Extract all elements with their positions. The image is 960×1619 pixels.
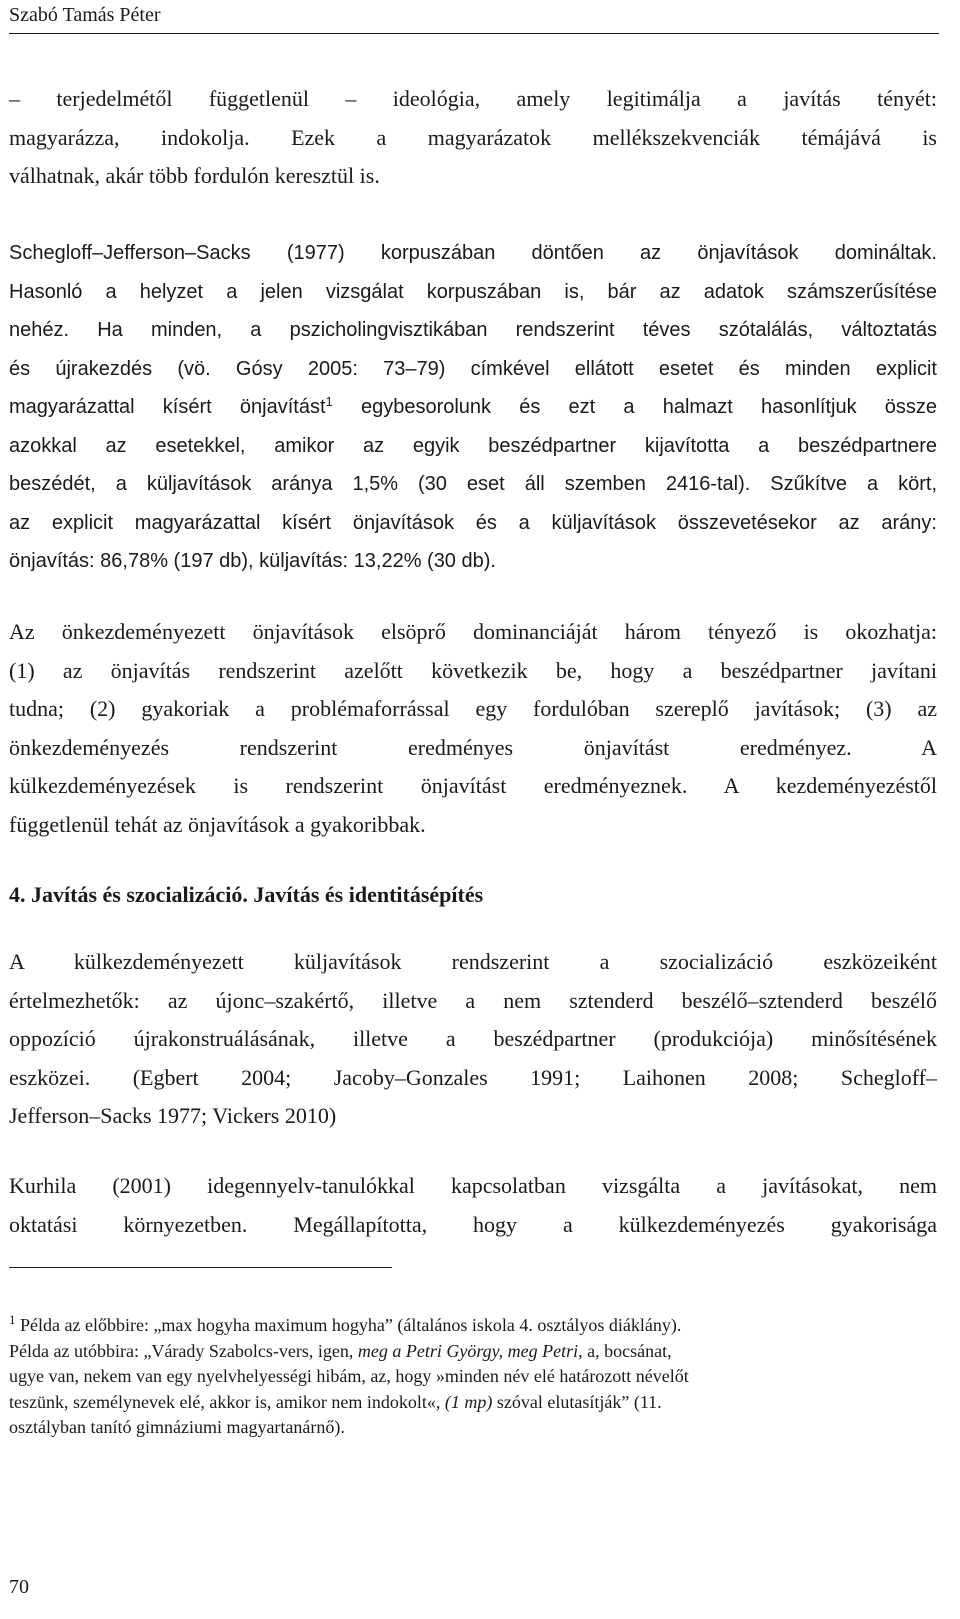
paragraph-4-line-3: oppozíció újrakonstruálásának, illetve a beszédpartner (produkciója) minősítésének: [9, 1026, 937, 1051]
paragraph-2-line-1: Schegloff–Jefferson–Sacks (1977) korpuszában döntően az önjavítások domináltak.: [9, 242, 937, 264]
paragraph-2-line-5-a: magyarázattal kísért önjavítást: [9, 396, 326, 418]
paragraph-3-line-1: Az önkezdeményezett önjavítások elsöprő dominanciáját három tényező is okozhatja:: [9, 619, 937, 644]
footnote-line-4-italic: (1 mp): [444, 1391, 493, 1412]
paragraph-5-line-2: oktatási környezetben. Megállapította, hogy a külkezdeményezés gyakorisága: [9, 1211, 937, 1237]
footnote-line-4-b: szóval elutasítják” (11.: [496, 1391, 662, 1412]
paragraph-2-line-3: nehéz. Ha minden, a pszicholingvisztikában rendszerint téves szótalálás, változtatás: [9, 319, 937, 341]
paragraph-3-line-4: önkezdeményezés rendszerint eredményes önjavítást eredményez. A: [9, 734, 937, 760]
paragraph-1-line-3: válhatnak, akár több fordulón keresztül is.: [9, 163, 380, 188]
paragraph-3-line-3: tudna; (2) gyakoriak a problémaforrással egy fordulóban szereplő javítások; (3) az: [9, 696, 937, 721]
paragraph-3: [9, 613, 937, 844]
section-heading: 4. Javítás és szocializáció. Javítás és identitásépítés: [9, 882, 484, 907]
paragraph-2-line-7: beszédét, a küljavítások aránya 1,5% (30 eset áll szemben 2416-tal). Szűkítve a kört,: [9, 473, 937, 495]
footnote-line-2-a: Példa az utóbbira: „Várady Szabolcs-vers, igen,: [9, 1340, 354, 1361]
footnote-line-5: osztályban tanító gimnáziumi magyartanárnő).: [9, 1417, 345, 1438]
footnote-line-1-text: Példa az előbbire: „max hogyha maximum hogyha” (általános iskola 4. osztályos diáklány).: [20, 1315, 682, 1335]
paragraph-2-line-4: és újrakezdés (vö. Gósy 2005: 73–79) címkével ellátott esetet és minden explicit: [9, 357, 937, 380]
footnote-1: [9, 1313, 937, 1441]
running-header-author: Szabó Tamás Péter: [9, 4, 161, 26]
paragraph-5-line-1: Kurhila (2001) idegennyelv-tanulókkal kapcsolatban vizsgálta a javításokat, nem: [9, 1173, 937, 1198]
paragraph-2-line-9: önjavítás: 86,78% (197 db), küljavítás: 13,22% (30 db).: [9, 550, 496, 572]
paragraph-4-line-2: értelmezhetők: az újonc–szakértő, illetve a nem sztenderd beszélő–sztenderd beszélő: [9, 987, 937, 1013]
header-divider: [9, 33, 939, 34]
paragraph-1-line-2: magyarázza, indokolja. Ezek a magyarázatok mellékszekvenciák témájává is: [9, 124, 937, 150]
footnote-line-4: [9, 1390, 937, 1416]
paragraph-2-line-2: Hasonló a helyzet a jelen vizsgálat korpuszában is, bár az adatok számszerűsítése: [9, 280, 937, 303]
paragraph-2-line-6: azokkal az esetekkel, amikor az egyik beszédpartner kijavította a beszédpartnere: [9, 434, 937, 457]
footnote-line-1: [9, 1313, 937, 1339]
paragraph-2-line-5-b: egybesorolunk és ezt a halmazt hasonlítjuk össze: [360, 396, 938, 418]
paragraph-3-line-2: (1) az önjavítás rendszerint azelőtt következik be, hogy a beszédpartner javítani: [9, 657, 937, 683]
footnote-marker: 1: [9, 1312, 16, 1327]
footnote-reference: 1: [325, 394, 333, 409]
footnote-line-4-a: teszünk, személynevek elé, akkor is, amikor nem indokolt«,: [9, 1391, 441, 1412]
paragraph-4-line-5: Jefferson–Sacks 1977; Vickers 2010): [9, 1103, 337, 1128]
footnote-line-2-italic: meg a Petri György, meg Petri: [357, 1340, 579, 1361]
footnote-line-2: [9, 1339, 937, 1365]
footnote-line-2-b: , a, bocsánat,: [578, 1340, 672, 1361]
paragraph-2-line-8: az explicit magyarázattal kísért önjavítások és a küljavítások összevetésekor az arány:: [9, 511, 937, 534]
paragraph-2-line-5: [9, 388, 937, 427]
paragraph-4-line-4: eszközei. (Egbert 2004; Jacoby–Gonzales 1991; Laihonen 2008; Schegloff–: [9, 1064, 937, 1090]
paragraph-4-line-1: A külkezdeményezett küljavítások rendszerint a szocializáció eszközeiként: [9, 949, 937, 974]
paragraph-1: [9, 80, 937, 196]
paragraph-1-line-1: – terjedelmétől függetlenül – ideológia, amely legitimálja a javítás tényét:: [9, 86, 937, 111]
footnote-line-3: ugye van, nekem van egy nyelvhelyességi hibám, az, hogy »minden név elé határozott névelőt: [9, 1366, 689, 1387]
footnote-divider: [9, 1267, 392, 1268]
paragraph-4: [9, 943, 937, 1136]
paragraph-5: [9, 1167, 937, 1244]
paragraph-3-line-5: külkezdeményezések is rendszerint önjavítást eredményeznek. A kezdeményezéstől: [9, 773, 937, 798]
paragraph-3-line-6: függetlenül tehát az önjavítások a gyakoribbak.: [9, 811, 426, 837]
paragraph-2: [9, 234, 937, 581]
page-number: 70: [9, 1576, 29, 1598]
